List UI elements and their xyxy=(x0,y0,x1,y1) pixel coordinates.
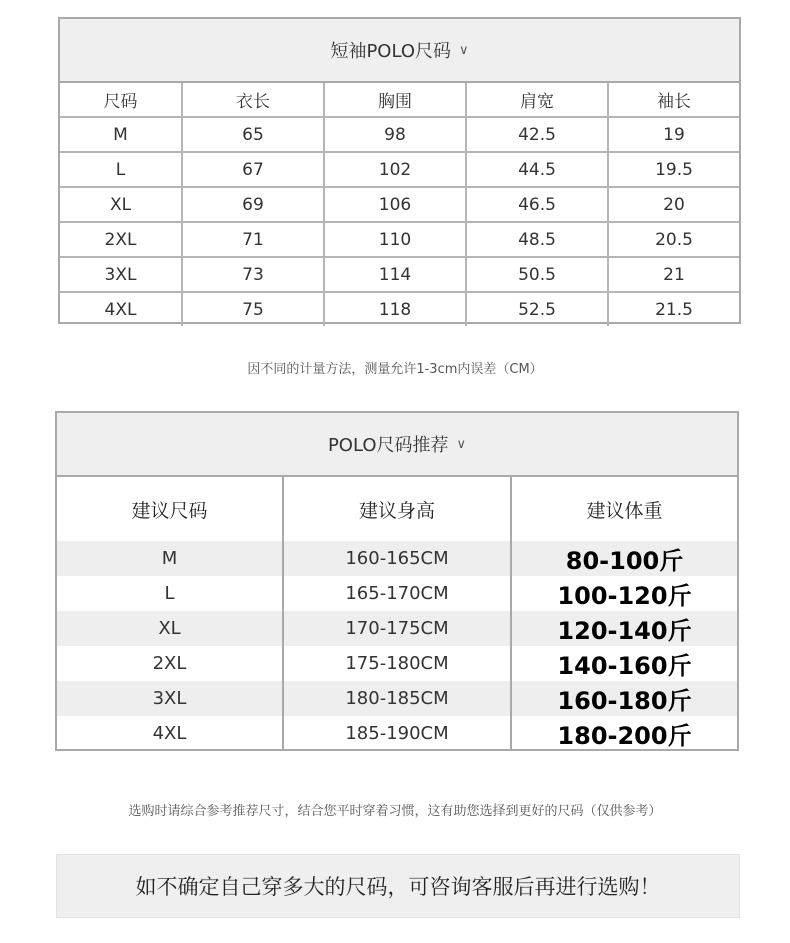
header-cell: 衣长 xyxy=(182,83,324,117)
size-chart-title: 短袖POLO尺码 xyxy=(330,41,452,62)
height-cell: 170-175CM xyxy=(283,611,511,646)
header-cell: 肩宽 xyxy=(466,83,608,117)
height-cell: 165-170CM xyxy=(283,576,511,611)
chevron-down-icon: ∨ xyxy=(459,42,469,58)
size-cell: 3XL xyxy=(57,681,283,716)
table-cell: 98 xyxy=(324,117,466,152)
table-cell: 65 xyxy=(182,117,324,152)
header-cell: 建议体重 xyxy=(511,477,737,541)
size-cell: M xyxy=(57,541,283,576)
table-cell: 106 xyxy=(324,187,466,222)
height-cell: 175-180CM xyxy=(283,646,511,681)
table-cell: 46.5 xyxy=(466,187,608,222)
table-cell: 110 xyxy=(324,222,466,257)
table-cell: 118 xyxy=(324,292,466,326)
table-row xyxy=(60,257,739,292)
table-row xyxy=(60,222,739,257)
table-cell: 20 xyxy=(608,187,739,222)
table-row xyxy=(60,292,739,326)
table-cell: 114 xyxy=(324,257,466,292)
weight-cell: 140-160斤 xyxy=(557,652,692,680)
table-cell: 75 xyxy=(182,292,324,326)
table-cell: M xyxy=(60,117,182,152)
header-cell: 建议身高 xyxy=(283,477,511,541)
table-cell: 19 xyxy=(608,117,739,152)
table-cell: 102 xyxy=(324,152,466,187)
consult-banner xyxy=(56,854,740,918)
table-row xyxy=(57,541,737,576)
table-cell: 48.5 xyxy=(466,222,608,257)
table-cell: L xyxy=(60,152,182,187)
table-cell: 19.5 xyxy=(608,152,739,187)
table-row xyxy=(60,117,739,152)
table-cell: 44.5 xyxy=(466,152,608,187)
table-cell: 71 xyxy=(182,222,324,257)
table-cell: 3XL xyxy=(60,257,182,292)
size-cell: 2XL xyxy=(57,646,283,681)
size-chart-table xyxy=(58,17,741,324)
consult-banner-text: 如不确定自己穿多大的尺码，可咨询客服后再进行选购！ xyxy=(135,875,661,899)
table-cell: 2XL xyxy=(60,222,182,257)
table-row xyxy=(57,576,737,611)
choose-note: 选购时请综合参考推荐尺寸，结合您平时穿着习惯，这有助您选择到更好的尺码（仅供参考） xyxy=(128,804,662,819)
table-cell: 21.5 xyxy=(655,299,693,320)
size-cell: 4XL xyxy=(57,716,283,751)
table-cell: 67 xyxy=(182,152,324,187)
table-cell: 69 xyxy=(182,187,324,222)
measure-note: 因不同的计量方法，测量允许1-3cm内误差（CM） xyxy=(247,362,543,377)
size-cell: L xyxy=(57,576,283,611)
weight-cell: 120-140斤 xyxy=(511,611,737,646)
recommend-chart-title: POLO尺码推荐 xyxy=(327,435,449,456)
size-chart-header[interactable] xyxy=(60,19,739,83)
table-row xyxy=(57,681,737,716)
height-cell: 160-165CM xyxy=(283,541,511,576)
recommend-chart-grid xyxy=(57,477,737,751)
table-cell: 52.5 xyxy=(466,292,608,326)
table-header-row xyxy=(60,83,739,117)
table-cell: 21 xyxy=(608,257,739,292)
size-cell: XL xyxy=(57,611,283,646)
table-header-row xyxy=(57,477,737,541)
chevron-down-icon: ∨ xyxy=(456,436,467,452)
table-row xyxy=(57,716,737,751)
recommend-chart-header[interactable] xyxy=(57,413,737,477)
table-row xyxy=(60,152,739,187)
weight-cell: 180-200斤 xyxy=(557,722,692,750)
header-cell: 建议尺码 xyxy=(57,477,283,541)
table-cell: XL xyxy=(60,187,182,222)
weight-cell: 160-180斤 xyxy=(511,681,737,716)
table-cell: 42.5 xyxy=(466,117,608,152)
table-row xyxy=(57,646,737,681)
header-cell: 胸围 xyxy=(324,83,466,117)
weight-cell: 80-100斤 xyxy=(511,541,737,576)
table-row xyxy=(57,611,737,646)
table-cell: 73 xyxy=(182,257,324,292)
weight-cell: 100-120斤 xyxy=(557,582,692,610)
height-cell: 180-185CM xyxy=(283,681,511,716)
table-row xyxy=(60,187,739,222)
height-cell: 185-190CM xyxy=(283,716,511,751)
recommend-chart-table xyxy=(55,411,739,751)
table-cell: 20.5 xyxy=(608,222,739,257)
table-cell: 50.5 xyxy=(466,257,608,292)
header-cell: 袖长 xyxy=(608,83,739,117)
header-cell: 尺码 xyxy=(60,83,182,117)
table-cell: 4XL xyxy=(60,292,182,326)
size-chart-grid xyxy=(60,83,739,326)
